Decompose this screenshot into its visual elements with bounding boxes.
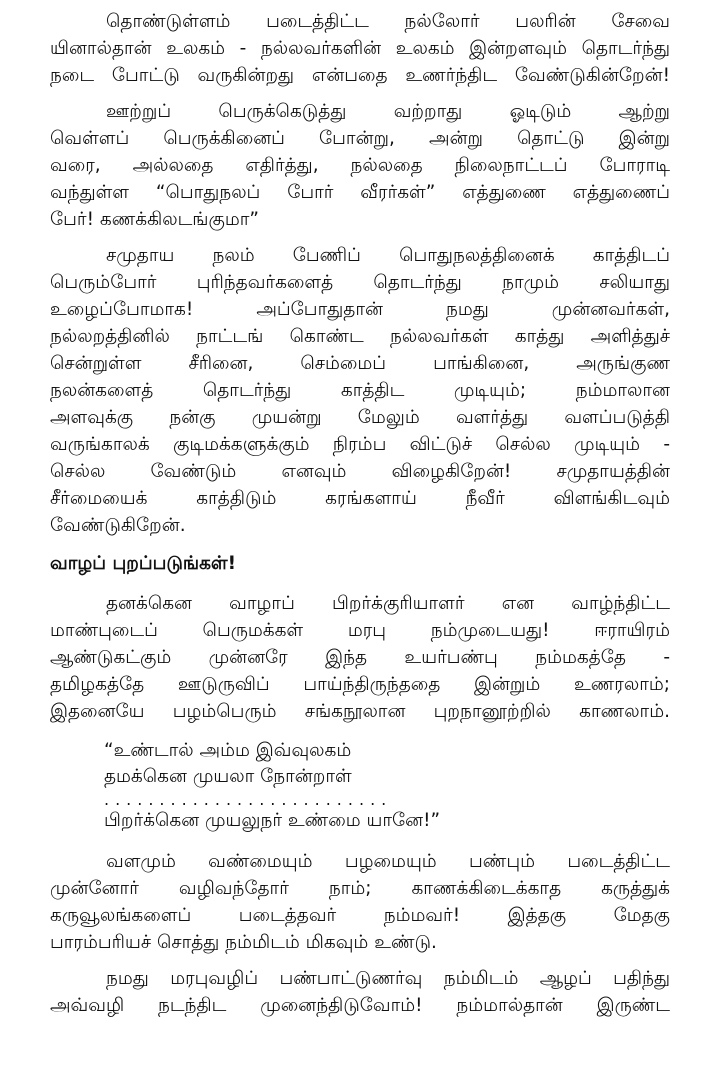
text-line: அவ்வழி நடந்திட முனைந்திடுவோம்! நம்மால்தான் இருண்ட <box>50 995 670 1016</box>
text-line: ஆண்டுகட்கும் முன்னரே இந்த உயர்பண்பு நம்மகத்தே - <box>50 647 670 668</box>
text-line: நல்லறத்தினில் நாட்டங் கொண்ட நல்லவர்கள் காத்து அளித்துச் <box>50 326 670 347</box>
verse-line: “உண்டால் அம்ம இவ்வுலகம் <box>104 740 352 761</box>
verse-ellipsis: .......................... <box>104 790 393 809</box>
text-line: மாண்புடைப் பெருமக்கள் மரபு நம்முடையது! ஈராயிரம் <box>50 620 670 641</box>
text-line: வெள்ளப் பெருக்கினைப் போன்று, அன்று தொட்டு இன்று <box>50 128 670 149</box>
text-line: நலன்களைத் தொடர்ந்து காத்திட முடியும்; நம்மாலான <box>50 380 670 401</box>
text-line: உழைப்போமாக! அப்போதுதான் நமது முன்னவர்கள், <box>50 299 670 320</box>
verse-line: தமக்கென முயலா நோன்றாள் <box>104 766 352 787</box>
text-line: வரை, அல்லதை எதிர்த்து, நல்லதை நிலைநாட்டப் போராடி <box>50 155 670 176</box>
text-line: சீர்மையைக் காத்திடும் கரங்களாய் நீவீர் விளங்கிடவும் <box>50 488 670 509</box>
text-line: கருவூலங்களைப் படைத்தவர் நம்மவர்! இத்தகு மேதகு <box>50 905 670 926</box>
text-line: நமது மரபுவழிப் பண்பாட்டுணர்வு நம்மிடம் ஆழப் பதிந்து <box>106 968 670 989</box>
text-line: நடை போட்டு வருகின்றது என்பதை உணர்ந்திட வேண்டுகின்றேன்! <box>50 65 670 86</box>
text-line: பாரம்பரியச் சொத்து நம்மிடம் மிகவும் உண்டு. <box>50 932 437 953</box>
text-line: பேர்! கணக்கிலடங்குமா” <box>50 209 259 230</box>
verse-line: பிறர்க்கென முயலுநர் உண்மை யானே!” <box>104 810 441 831</box>
text-line: யினால்தான் உலகம் - நல்லவர்களின் உலகம் இன்றளவும் தொடர்ந்து <box>50 38 670 59</box>
text-line: ஊற்றுப் பெருக்கெடுத்து வற்றாது ஓடிடும் ஆற்று <box>106 101 670 122</box>
text-line: இதனையே பழம்பெரும் சங்கநூலான புறநானூற்றில் காணலாம். <box>50 701 670 722</box>
text-line: வளமும் வண்மையும் பழமையும் பண்பும் படைத்திட்ட <box>106 851 670 872</box>
text-line: வந்துள்ள “பொதுநலப் போர் வீரர்கள்” எத்துணை எத்துணைப் <box>50 182 670 203</box>
text-line: முன்னோர் வழிவந்தோர் நாம்; காணக்கிடைக்காத கருத்துக் <box>50 878 670 899</box>
text-line: அளவுக்கு நன்கு முயன்று மேலும் வளர்த்து வளப்படுத்தி <box>50 407 670 428</box>
text-line: சமுதாய நலம் பேணிப் பொதுநலத்தினைக் காத்திடப் <box>106 245 670 266</box>
text-line: செல்ல வேண்டும் எனவும் விழைகிறேன்! சமுதாயத்தின் <box>50 461 670 482</box>
text-line: தமிழகத்தே ஊடுருவிப் பாய்ந்திருந்ததை இன்றும் உணரலாம்; <box>50 674 670 695</box>
text-line: சென்றுள்ள சீரினை, செம்மைப் பாங்கினை, அருங்குண <box>50 353 670 374</box>
text-line: தனக்கென வாழாப் பிறர்க்குரியாளர் என வாழ்ந்திட்ட <box>106 593 670 614</box>
section-heading: வாழப் புறப்படுங்கள்! <box>50 553 237 574</box>
text-line: வருங்காலக் குடிமக்களுக்கும் நிரம்ப விட்டுச் செல்ல முடியும் - <box>50 434 670 455</box>
text-line: வேண்டுகிறேன். <box>50 515 186 536</box>
text-line: தொண்டுள்ளம் படைத்திட்ட நல்லோர் பலரின் சேவை <box>106 11 670 32</box>
text-line: பெரும்போர் புரிந்தவர்களைத் தொடர்ந்து நாமும் சலியாது <box>50 272 670 293</box>
